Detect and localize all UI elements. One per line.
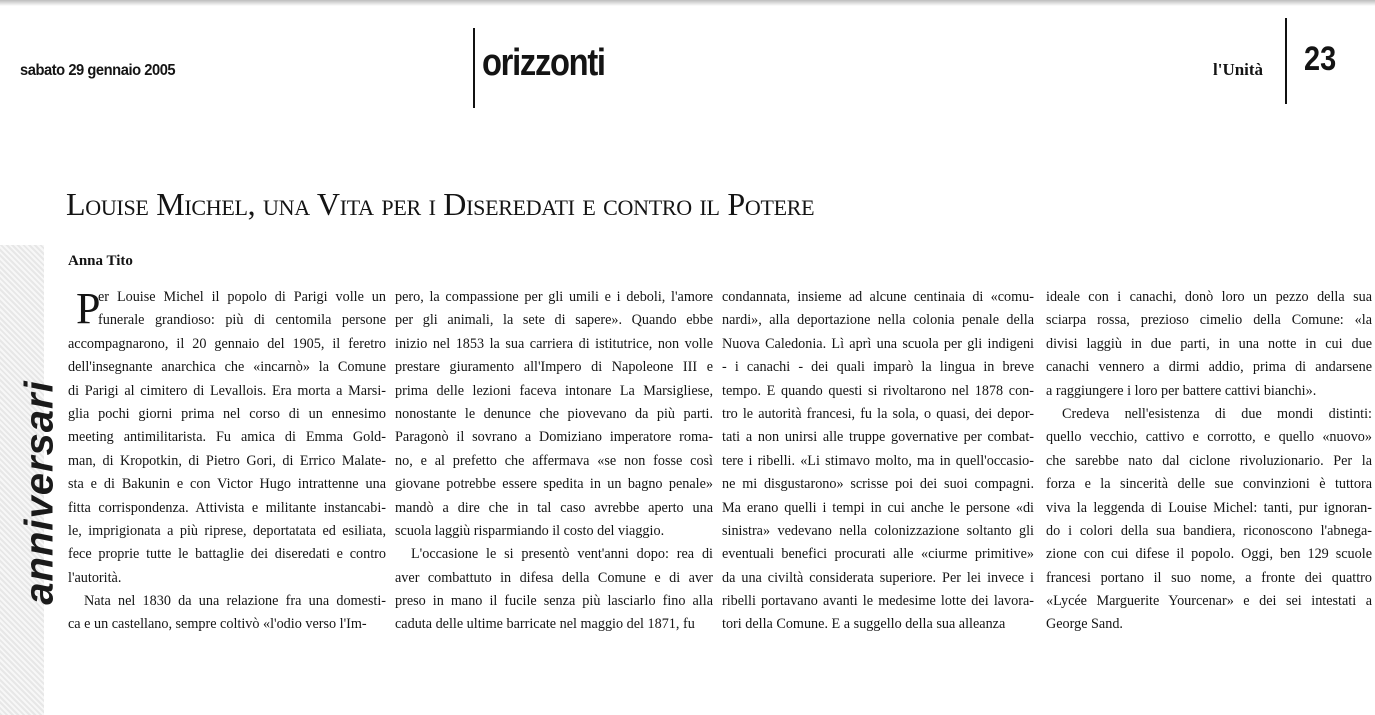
header-divider-left [473, 28, 475, 108]
article-line: - i canachi - dei quali imparò la lingua in breve [722, 359, 1034, 376]
scan-edge [0, 0, 1375, 6]
article-line: tro le autorità francesi, fu la sola, o quasi, dei depor- [722, 405, 1034, 422]
article-column-2 [395, 286, 713, 637]
article-line: viva la leggenda di Louise Michel: tanti, pur ignoran- [1046, 499, 1372, 516]
newspaper-name: l'Unità [1213, 60, 1264, 79]
article-line: accompagnarono, il 20 gennaio del 1905, il feretro [68, 335, 386, 352]
article-line: L'occasione le si presentò vent'anni dopo: rea di [411, 546, 713, 563]
article-line: Nuova Caledonia. Lì aprì una scuola per gli indigeni [722, 335, 1034, 352]
section-title: orizzonti [482, 42, 605, 84]
article-line: prestare giuramento all'Impero di Napoleone III e [395, 359, 713, 376]
article-line: meeting antimilitarista. Fu amica di Emma Gold- [68, 429, 386, 446]
article-line: «Lycée Marguerite Yourcenar» e dei sei intestati a [1046, 593, 1372, 610]
article-line: pero, la compassione per gli umili e i deboli, l'amore [395, 289, 713, 305]
article-byline: Anna Tito [68, 253, 133, 269]
article-line: nonostante le denunce che piovevano da più parti. [395, 405, 713, 422]
article-line: no, e al prefetto che affermava «se non fosse così [395, 452, 713, 469]
drop-cap: P [76, 284, 101, 333]
issue-date: sabato 29 gennaio 2005 [20, 62, 176, 79]
article-line: giovane potrebbe essere spedita in un bagno penale» [395, 476, 713, 493]
article-line: che sarebbe nato dal ciclone rivoluzionario. Per la [1046, 452, 1372, 469]
article-line: ideale con i canachi, donò loro un pezzo della sua [1046, 289, 1372, 305]
article-line: divisi laggiù in due parti, in una notte in cui due [1046, 335, 1372, 352]
article-line: tempo. E quando questi si rivoltarono nel 1878 con- [722, 382, 1034, 399]
article-line: Credeva nell'esistenza di due mondi distinti: [1062, 405, 1372, 422]
article-line: canachi vennero a dirmi addio, prima di andarsene [1046, 359, 1372, 376]
article-line: mandò a dire che in tal caso avrebbe aperto una [395, 499, 713, 516]
article-line: sciarpa rossa, prezioso cimelio della Comune: «la [1046, 312, 1372, 329]
article-line: Paragonò il sovrano a Domiziano imperatore roma- [395, 429, 713, 446]
article-line: da una civiltà considerata superiore. Per lei invece i [722, 569, 1034, 586]
article-column-1 [68, 286, 386, 637]
article-line: fece proprie tutte le battaglie dei diseredati e contro [68, 546, 386, 563]
article-headline: Louise Michel, una Vita per i Diseredati e contro il Potere [66, 186, 815, 222]
article-line: sta e di Bakunin e con Victor Hugo intrattenne una [68, 476, 386, 493]
article-line: francesi portano il suo nome, a fronte dei quattro [1046, 569, 1372, 586]
article-line: man, di Kropotkin, di Pietro Gori, di Errico Malate- [68, 452, 386, 469]
article-line: aver combattuto in difesa della Comune e di aver [395, 569, 713, 586]
article-line: nardi», alla deportazione nella colonia penale della [722, 312, 1034, 329]
article-line: do i colori della sua bandiera, riconoscono l'abnega- [1046, 522, 1372, 539]
article-line: prima delle lezioni faceva intonare La Marsigliese, [395, 382, 713, 399]
article-line: l'autorità. [68, 569, 122, 586]
article-column-4 [1046, 286, 1372, 637]
article-line: per gli animali, la sete di sapere». Quando ebbe [395, 312, 713, 329]
article-line: a raggiungere i loro per battere cattivi bianchi». [1046, 382, 1317, 399]
article-line: zione con cui difese il popolo. Oggi, ben 129 scuole [1046, 546, 1372, 563]
article-line: ne mi disgustarono» scrisse poi dei suoi compagni. [722, 476, 1034, 493]
article-line: sinistra» vedevano nella colonizzazione soltanto gli [722, 522, 1034, 539]
article-line: caduta delle ultime barricate nel maggio del 1871, fu [395, 616, 695, 633]
article-line: ca e un castellano, sempre coltivò «l'odio verso l'Im- [68, 616, 367, 633]
article-line: tori della Comune. E a suggello della sua alleanza [722, 616, 1006, 633]
article-line: scuola laggiù risparmiando il costo del viaggio. [395, 522, 665, 539]
article-line: Ma erano quelli i tempi in cui anche le persone «di [722, 499, 1034, 516]
article-line: dell'insegnante anarchica che «incarnò» la Comune [68, 359, 386, 376]
article-column-3 [722, 286, 1034, 637]
article-line: tati a non unirsi alle truppe governative per combat- [722, 429, 1034, 446]
article-line: ribelli portavano avanti le medesime lotte dei lavora- [722, 593, 1034, 610]
page-number: 23 [1304, 40, 1337, 78]
article-line: forza e la sincerità delle sue convinzioni è tuttora [1046, 476, 1372, 493]
article-line: di Parigi al cimitero di Levallois. Era morta a Marsi- [68, 382, 386, 399]
article-line: funerale grandioso: più di centomila persone [98, 312, 386, 329]
article-line: inizio nel 1853 la sua carriera di istitutrice, non volle [395, 335, 713, 352]
article-line: eventuali benefici procurati alle «ciurme primitive» [722, 546, 1034, 563]
article-line: quello vecchio, cattivo e corrotto, e quello «nuovo» [1046, 429, 1372, 446]
article-line: fitta corrispondenza. Attivista e militante instancabi- [68, 499, 386, 516]
article-line: George Sand. [1046, 616, 1123, 633]
article-line: glia pochi giorni prima nel corso di un ennesimo [68, 405, 386, 422]
header-divider-right [1285, 18, 1287, 104]
article-line: er Louise Michel il popolo di Parigi volle un [98, 289, 386, 305]
article-line: tere i ribelli. «Li stimavo molto, ma in quell'occasio- [722, 452, 1034, 469]
article-line: condannata, insieme ad alcune centinaia di «comu- [722, 289, 1034, 305]
article-line: le, imprigionata a più riprese, deportatata ed esiliata, [68, 522, 386, 539]
article-line: preso in mano il fucile senza più lasciarlo fino alla [395, 593, 713, 610]
side-section-label: anniversari [17, 380, 62, 605]
article-line: Nata nel 1830 da una relazione fra una domesti- [84, 593, 386, 610]
